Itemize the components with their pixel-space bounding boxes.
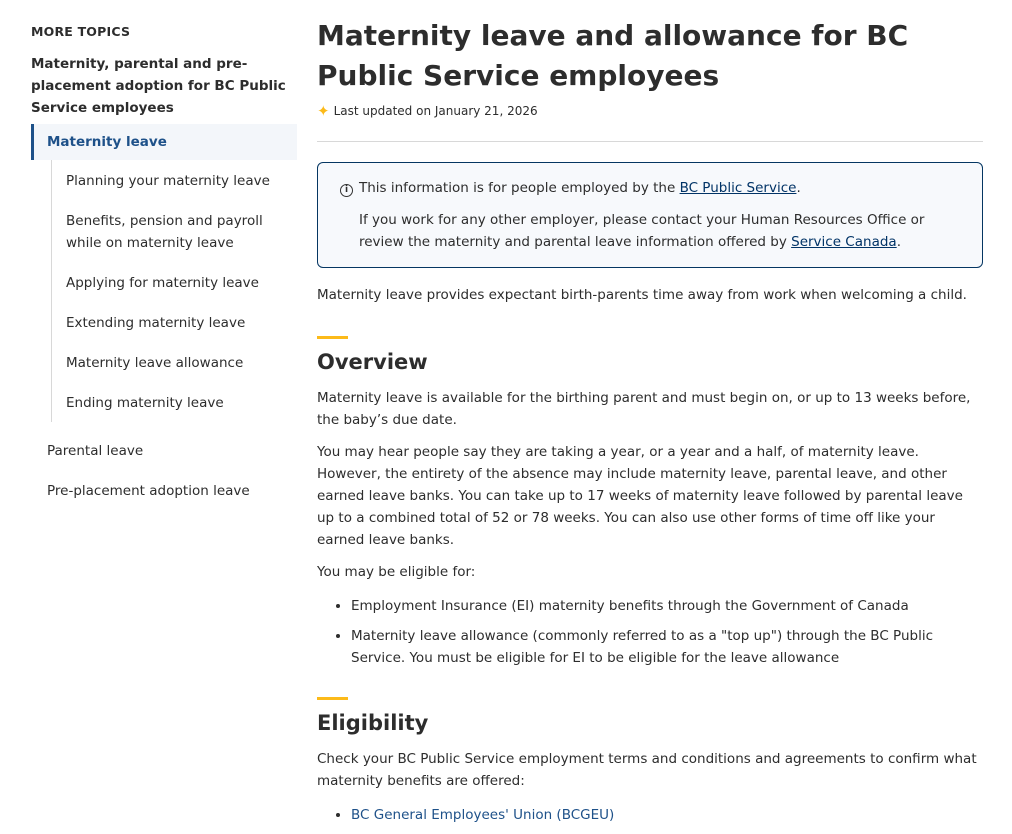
sidebar-subitem[interactable]: Ending maternity leave	[66, 395, 224, 411]
list-item: • Employment Insurance (EI) maternity benefits through the Government of Canada	[351, 595, 983, 617]
sidebar-parent-link[interactable]: Maternity, parental and pre-placement adoption for BC Public Service employees	[31, 56, 286, 116]
sidebar-item-parental-leave[interactable]: Parental leave	[47, 443, 144, 459]
sidebar-subitem[interactable]: Benefits, pension and payroll while on maternity leave	[66, 213, 263, 251]
main-content	[317, 16, 983, 834]
sidebar-subitem[interactable]: Maternity leave allowance	[66, 355, 244, 371]
sidebar-subitem[interactable]: Planning your maternity leave	[66, 173, 270, 189]
overview-heading: Overview	[317, 350, 428, 374]
sidebar-heading: MORE TOPICS	[31, 24, 131, 39]
info-icon: i	[340, 184, 353, 197]
eligibility-heading: Eligibility	[317, 711, 429, 735]
sidebar	[31, 24, 297, 502]
info-text: .	[896, 234, 901, 250]
last-updated-text: Last updated on January 21, 2026	[333, 104, 538, 118]
sparkle-icon: ✦	[317, 102, 330, 120]
overview-paragraph: You may hear people say they are taking a year, or a year and a half, of maternity leave. However, the entirety of the absence may include maternity leave, parental leave, and other earned leave banks. You can take up to 17 weeks of maternity leave followed by parental leave up to a combined total of 52 or 78 weeks. You can also use other forms of time off like your earned leave banks.	[317, 444, 963, 548]
info-text: This information is for people employed by the	[359, 180, 680, 196]
service-canada-link[interactable]: Service Canada	[791, 234, 897, 250]
list-item: • Maternity leave allowance (commonly referred to as a "top up") through the BC Public Service. You must be eligible for EI to be eligible for the leave allowance	[351, 625, 983, 669]
sidebar-item-pre-placement-adoption-leave[interactable]: Pre-placement adoption leave	[47, 483, 250, 499]
bc-public-service-link[interactable]: BC Public Service	[679, 180, 797, 196]
sidebar-item-maternity-leave[interactable]: Maternity leave	[31, 124, 297, 160]
intro-text: Maternity leave provides expectant birth-parents time away from work when welcoming a child.	[317, 287, 967, 303]
info-text: If you work for any other employer, please contact your Human Resources Office or review the maternity and parental leave information offered by	[359, 212, 925, 250]
last-updated	[317, 102, 983, 142]
info-text: .	[796, 180, 801, 196]
sidebar-subitem[interactable]: Applying for maternity leave	[66, 275, 259, 291]
info-callout	[317, 162, 983, 268]
agreements-list	[317, 804, 983, 826]
eligible-list	[317, 595, 983, 669]
overview-paragraph: You may be eligible for:	[317, 564, 476, 580]
section-accent-bar	[317, 697, 348, 700]
section-accent-bar	[317, 336, 348, 339]
bcgeu-link[interactable]: BC General Employees' Union (BCGEU)	[351, 807, 615, 823]
sidebar-subitem[interactable]: Extending maternity leave	[66, 315, 246, 331]
sidebar-subitems	[51, 160, 297, 422]
eligibility-paragraph: Check your BC Public Service employment terms and conditions and agreements to confirm what maternity benefits are offered:	[317, 751, 977, 789]
overview-paragraph: Maternity leave is available for the birthing parent and must begin on, or up to 13 weeks before, the baby’s due date.	[317, 390, 971, 428]
page-title: Maternity leave and allowance for BC Public Service employees	[317, 19, 909, 92]
